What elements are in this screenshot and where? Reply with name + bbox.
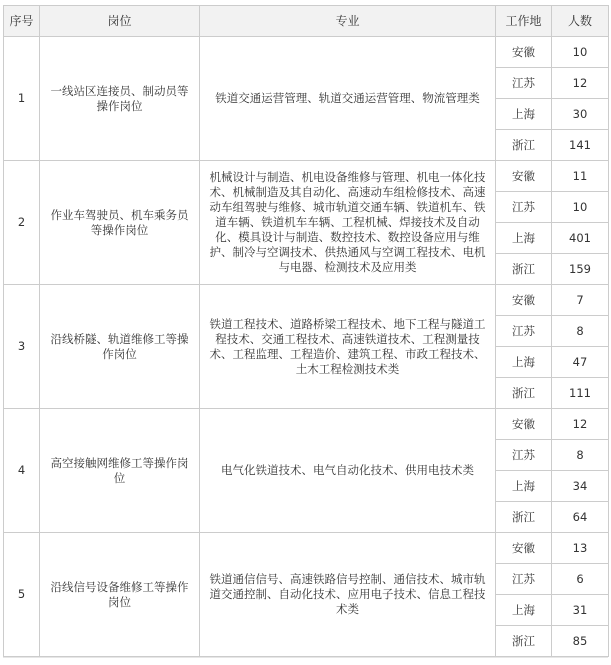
location-cell: 浙江 (496, 130, 552, 161)
index-cell: 4 (4, 409, 40, 533)
header-index: 序号 (4, 6, 40, 37)
count-cell: 6 (552, 564, 609, 595)
count-cell: 34 (552, 471, 609, 502)
count-cell: 13 (552, 533, 609, 564)
index-cell: 3 (4, 285, 40, 409)
count-cell: 7 (552, 285, 609, 316)
location-cell: 上海 (496, 471, 552, 502)
index-cell: 1 (4, 37, 40, 161)
location-cell: 江苏 (496, 316, 552, 347)
location-cell: 浙江 (496, 502, 552, 533)
table-row (4, 533, 609, 564)
position-cell: 高空接触网维修工等操作岗位 (40, 409, 200, 533)
header-row (4, 6, 609, 37)
divider (3, 657, 608, 658)
position-cell: 作业车驾驶员、机车乘务员等操作岗位 (40, 161, 200, 285)
location-cell: 安徽 (496, 533, 552, 564)
table-row (4, 409, 609, 440)
header-position: 岗位 (40, 6, 200, 37)
location-cell: 江苏 (496, 68, 552, 99)
count-cell: 8 (552, 316, 609, 347)
table-row (4, 285, 609, 316)
recruitment-table (3, 5, 609, 657)
position-cell: 沿线桥隧、轨道维修工等操作岗位 (40, 285, 200, 409)
location-cell: 江苏 (496, 440, 552, 471)
position-cell: 沿线信号设备维修工等操作岗位 (40, 533, 200, 657)
count-cell: 12 (552, 68, 609, 99)
count-cell: 64 (552, 502, 609, 533)
header-location: 工作地 (496, 6, 552, 37)
location-cell: 浙江 (496, 254, 552, 285)
count-cell: 85 (552, 626, 609, 657)
count-cell: 401 (552, 223, 609, 254)
count-cell: 159 (552, 254, 609, 285)
location-cell: 浙江 (496, 626, 552, 657)
table-row (4, 161, 609, 192)
major-cell: 铁道通信信号、高速铁路信号控制、通信技术、城市轨道交通控制、自动化技术、应用电子技术、信息工程技术类 (200, 533, 496, 657)
count-cell: 111 (552, 378, 609, 409)
location-cell: 上海 (496, 223, 552, 254)
location-cell: 上海 (496, 595, 552, 626)
count-cell: 10 (552, 192, 609, 223)
header-major: 专业 (200, 6, 496, 37)
index-cell: 2 (4, 161, 40, 285)
location-cell: 安徽 (496, 285, 552, 316)
count-cell: 10 (552, 37, 609, 68)
count-cell: 11 (552, 161, 609, 192)
major-cell: 电气化铁道技术、电气自动化技术、供用电技术类 (200, 409, 496, 533)
location-cell: 安徽 (496, 409, 552, 440)
location-cell: 安徽 (496, 37, 552, 68)
location-cell: 浙江 (496, 378, 552, 409)
count-cell: 8 (552, 440, 609, 471)
location-cell: 江苏 (496, 192, 552, 223)
table-row (4, 37, 609, 68)
position-cell: 一线站区连接员、制动员等操作岗位 (40, 37, 200, 161)
location-cell: 江苏 (496, 564, 552, 595)
count-cell: 30 (552, 99, 609, 130)
index-cell: 5 (4, 533, 40, 657)
count-cell: 12 (552, 409, 609, 440)
location-cell: 上海 (496, 99, 552, 130)
count-cell: 47 (552, 347, 609, 378)
major-cell: 机械设计与制造、机电设备维修与管理、机电一体化技术、机械制造及其自动化、高速动车组检修技术、高速动车组驾驶与维修、城市轨道交通车辆、铁道机车、铁道车辆、铁道机车车辆、工程机械、焊接技术及自动化、模具设计与制造、数控技术、数控设备应用与维护、制冷与空调技术、供热通风与空调工程技术、电机与电器、检测技术及应用类 (200, 161, 496, 285)
count-cell: 31 (552, 595, 609, 626)
count-cell: 141 (552, 130, 609, 161)
header-count: 人数 (552, 6, 609, 37)
major-cell: 铁道工程技术、道路桥梁工程技术、地下工程与隧道工程技术、交通工程技术、高速铁道技术、工程测量技术、工程监理、工程造价、建筑工程、市政工程技术、土木工程检测技术类 (200, 285, 496, 409)
location-cell: 安徽 (496, 161, 552, 192)
major-cell: 铁道交通运营管理、轨道交通运营管理、物流管理类 (200, 37, 496, 161)
location-cell: 上海 (496, 347, 552, 378)
